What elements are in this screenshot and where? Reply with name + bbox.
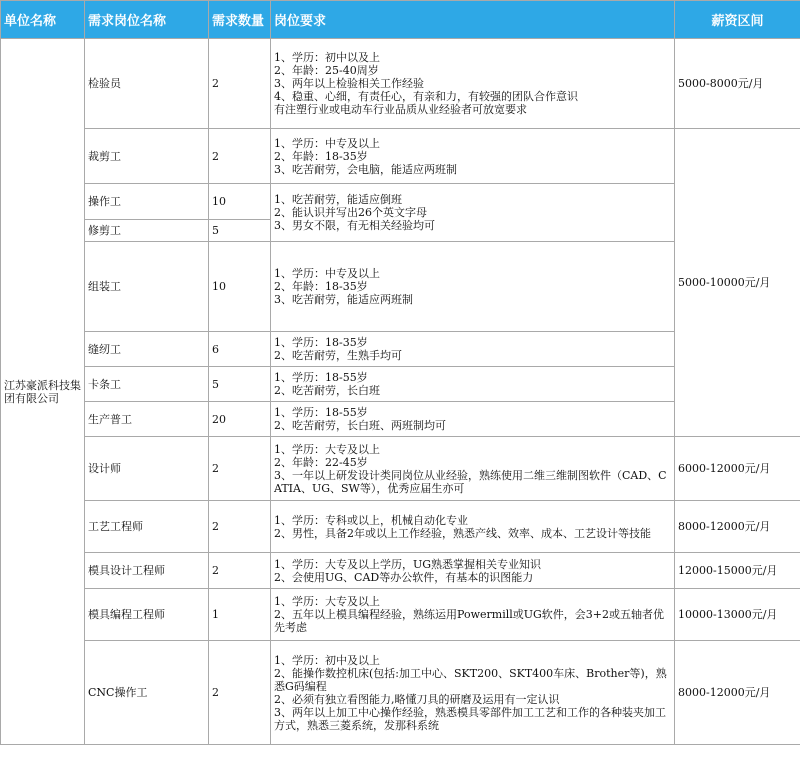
requirement-line: 3、吃苦耐劳，会电脑，能适应两班制 bbox=[274, 162, 457, 176]
requirement-line: 有注塑行业或电动车行业品质从业经验者可放宽要求 bbox=[274, 103, 527, 116]
count-cell: 2 bbox=[209, 553, 271, 589]
position-cell: 修剪工 bbox=[85, 220, 209, 242]
requirement-line: 1、学历：大专及以上学历，UG熟悉掌握相关专业知识 bbox=[274, 557, 542, 571]
table-row bbox=[1, 39, 800, 129]
requirement-line: 1、学历：18-55岁 bbox=[274, 371, 368, 384]
table-row bbox=[1, 501, 800, 553]
requirement-line: 3、一年以上研发设计类同岗位从业经验，熟练使用二维三维制图软件（CAD、CATIA、UG、SW等），优秀应届生亦可 bbox=[274, 468, 667, 495]
requirement-line: 3、男女不限，有无相关经验均可 bbox=[274, 219, 435, 232]
requirements-cell bbox=[271, 437, 675, 501]
count-cell: 10 bbox=[209, 184, 271, 220]
header-company: 单位名称 bbox=[1, 1, 85, 39]
requirement-line: 2、年龄：25-40周岁 bbox=[274, 64, 379, 77]
requirement-line: 1、学历：18-55岁 bbox=[274, 406, 368, 419]
salary-cell: 5000-8000元/月 bbox=[675, 39, 800, 129]
requirements-cell bbox=[271, 589, 675, 641]
position-cell: 裁剪工 bbox=[85, 129, 209, 184]
requirements-cell bbox=[271, 184, 675, 242]
requirements-cell bbox=[271, 242, 675, 332]
table-row bbox=[1, 641, 800, 745]
requirement-line: 1、学历：大专及以上 bbox=[274, 595, 380, 608]
header-count: 需求数量 bbox=[209, 1, 271, 39]
count-cell: 2 bbox=[209, 501, 271, 553]
requirement-line: 2、年龄：22-45岁 bbox=[274, 455, 368, 469]
requirement-line: 2、吃苦耐劳，长白班、两班制均可 bbox=[274, 419, 446, 432]
requirement-line: 1、学历：中专及以上 bbox=[274, 136, 380, 150]
position-cell: 生产普工 bbox=[85, 402, 209, 437]
requirement-line: 1、学历：专科或以上，机械自动化专业 bbox=[274, 513, 468, 527]
header-requirements: 岗位要求 bbox=[271, 1, 675, 39]
requirement-line: 1、吃苦耐劳，能适应倒班 bbox=[274, 193, 402, 206]
requirement-line: 2、能认识并写出26个英文字母 bbox=[274, 206, 427, 219]
salary-cell: 12000-15000元/月 bbox=[675, 553, 800, 589]
position-cell: 检验员 bbox=[85, 39, 209, 129]
position-cell: 卡条工 bbox=[85, 367, 209, 402]
requirement-line: 2、五年以上模具编程经验，熟练运用Powermill或UG软件，会3+2或五轴者优先考虑 bbox=[274, 608, 665, 634]
table-row bbox=[1, 129, 800, 184]
position-cell: CNC操作工 bbox=[85, 641, 209, 745]
requirement-line: 2、必须有独立看图能力,略懂刀具的研磨及运用有一定认识 bbox=[274, 692, 560, 706]
salary-cell: 10000-13000元/月 bbox=[675, 589, 800, 641]
requirement-line: 3、两年以上检验相关工作经验 bbox=[274, 77, 424, 90]
requirement-line: 2、年龄：18-35岁 bbox=[274, 149, 368, 163]
position-cell: 组装工 bbox=[85, 242, 209, 332]
table-row bbox=[1, 553, 800, 589]
requirement-line: 2、吃苦耐劳，长白班 bbox=[274, 384, 380, 397]
requirement-line: 3、两年以上加工中心操作经验，熟悉模具零部件加工工艺和工作的各种装夹加工方式，熟悉三菱系统，发那科系统 bbox=[274, 705, 666, 732]
count-cell: 10 bbox=[209, 242, 271, 332]
requirement-line: 2、年龄：18-35岁 bbox=[274, 280, 368, 293]
count-cell: 1 bbox=[209, 589, 271, 641]
requirements-cell bbox=[271, 641, 675, 745]
count-cell: 20 bbox=[209, 402, 271, 437]
requirements-cell bbox=[271, 501, 675, 553]
requirement-line: 3、吃苦耐劳，能适应两班制 bbox=[274, 293, 413, 306]
header-position: 需求岗位名称 bbox=[85, 1, 209, 39]
requirements-cell bbox=[271, 39, 675, 129]
requirements-cell bbox=[271, 129, 675, 184]
requirements-cell bbox=[271, 402, 675, 437]
count-cell: 2 bbox=[209, 129, 271, 184]
requirement-line: 1、学历：初中以及上 bbox=[274, 51, 380, 64]
requirement-line: 2、会使用UG、CAD等办公软件，有基本的识图能力 bbox=[274, 570, 534, 584]
salary-cell: 8000-12000元/月 bbox=[675, 641, 800, 745]
count-cell: 2 bbox=[209, 39, 271, 129]
count-cell: 5 bbox=[209, 220, 271, 242]
requirements-cell bbox=[271, 367, 675, 402]
header-salary: 薪资区间 bbox=[675, 1, 800, 39]
requirement-line: 2、能操作数控机床(包括:加工中心、SKT200、SKT400车床、Brother等)，熟悉G码编程 bbox=[274, 666, 667, 693]
count-cell: 6 bbox=[209, 332, 271, 367]
count-cell: 5 bbox=[209, 367, 271, 402]
requirement-line: 1、学历：中专及以上 bbox=[274, 267, 380, 280]
table-row bbox=[1, 437, 800, 501]
requirements-cell bbox=[271, 553, 675, 589]
requirement-line: 1、学历：18-35岁 bbox=[274, 336, 368, 349]
header-row bbox=[1, 1, 800, 39]
count-cell: 2 bbox=[209, 641, 271, 745]
requirement-line: 1、学历：初中及以上 bbox=[274, 653, 380, 667]
requirement-line: 4、稳重、心细，有责任心，有亲和力，有较强的团队合作意识 bbox=[274, 90, 578, 103]
salary-cell: 8000-12000元/月 bbox=[675, 501, 800, 553]
position-cell: 模具设计工程师 bbox=[85, 553, 209, 589]
requirement-line: 2、男性，具备2年或以上工作经验，熟悉产线、效率、成本、工艺设计等技能 bbox=[274, 526, 651, 540]
requirement-line: 1、学历：大专及以上 bbox=[274, 442, 380, 456]
count-cell: 2 bbox=[209, 437, 271, 501]
position-cell: 工艺工程师 bbox=[85, 501, 209, 553]
position-cell: 操作工 bbox=[85, 184, 209, 220]
position-cell: 缝纫工 bbox=[85, 332, 209, 367]
requirement-line: 2、吃苦耐劳，生熟手均可 bbox=[274, 349, 402, 362]
requirements-cell bbox=[271, 332, 675, 367]
company-cell: 江苏豪派科技集团有限公司 bbox=[1, 39, 85, 745]
position-cell: 设计师 bbox=[85, 437, 209, 501]
position-cell: 模具编程工程师 bbox=[85, 589, 209, 641]
table-row bbox=[1, 589, 800, 641]
salary-cell: 6000-12000元/月 bbox=[675, 437, 800, 501]
salary-cell: 5000-10000元/月 bbox=[675, 129, 800, 437]
